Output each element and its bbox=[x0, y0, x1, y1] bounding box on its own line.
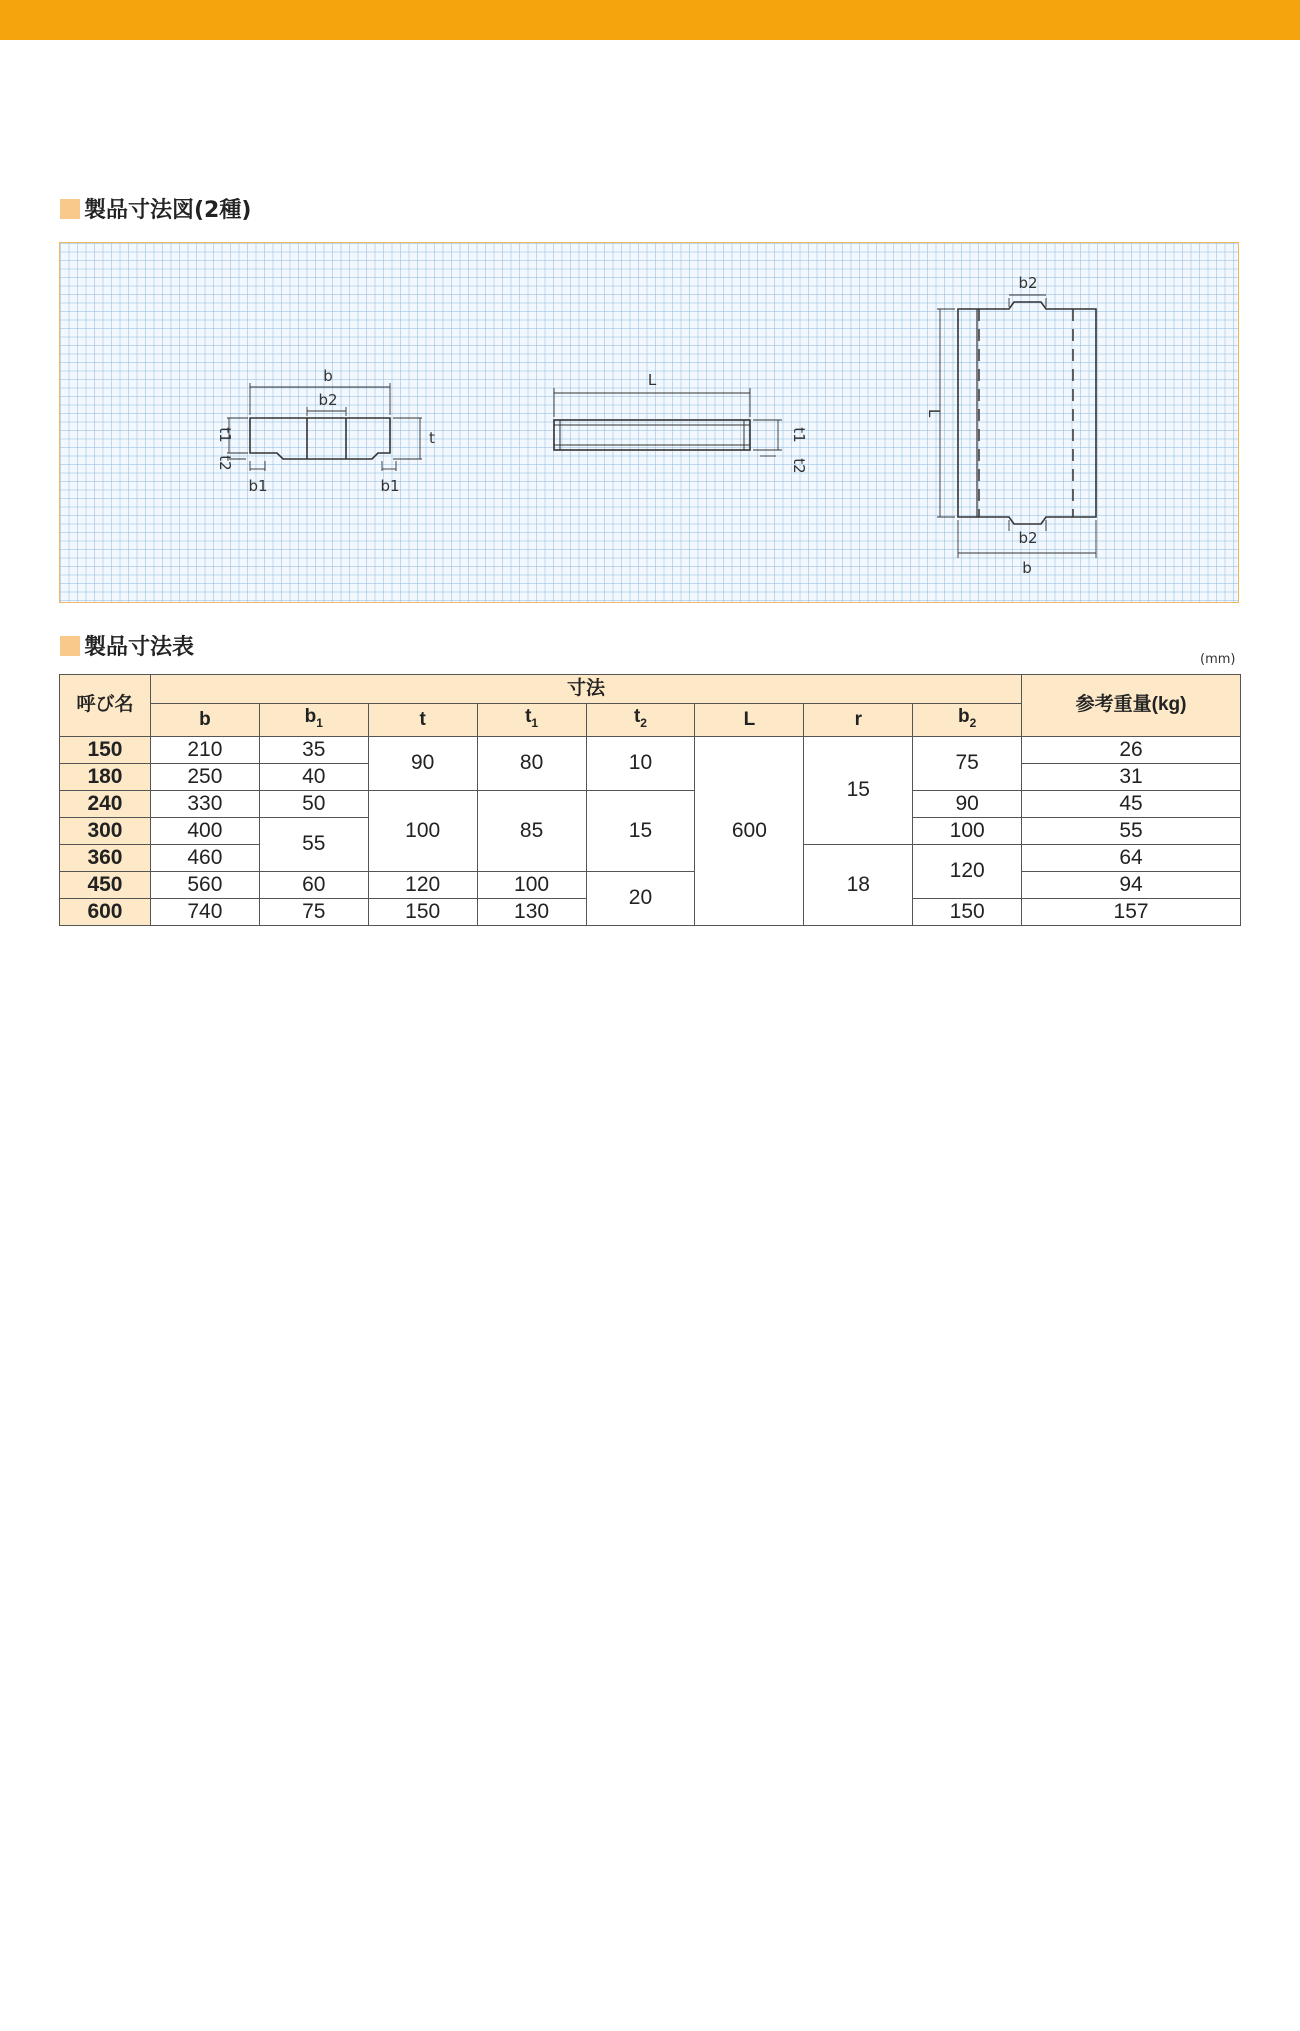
plan-view-labels bbox=[925, 274, 1038, 577]
cell-t: 100 bbox=[368, 790, 477, 871]
header-nominal: 呼び名 bbox=[60, 675, 151, 737]
cell-b1: 75 bbox=[259, 898, 368, 925]
label-b2-top: b2 bbox=[1018, 274, 1038, 292]
cell-b2: 100 bbox=[913, 817, 1022, 844]
cell-nominal: 180 bbox=[60, 763, 151, 790]
header-dims: 寸法 bbox=[150, 675, 1021, 704]
side-view-labels bbox=[648, 371, 808, 474]
drawing-section-title bbox=[60, 193, 251, 224]
cell-weight: 64 bbox=[1022, 844, 1241, 871]
dimension-table bbox=[59, 674, 1241, 926]
side-view bbox=[554, 388, 782, 456]
cell-weight: 94 bbox=[1022, 871, 1241, 898]
cell-weight: 55 bbox=[1022, 817, 1241, 844]
header-t2: $t_2$ bbox=[586, 704, 695, 737]
cell-b: 560 bbox=[150, 871, 259, 898]
header-r: r bbox=[804, 704, 913, 737]
cell-t1: 80 bbox=[477, 736, 586, 790]
cell-b1: 55 bbox=[259, 817, 368, 871]
drawing-section-title-text: 製品寸法図(2種) bbox=[84, 198, 252, 223]
cell-b2: 75 bbox=[913, 736, 1022, 790]
cell-t: 120 bbox=[368, 871, 477, 898]
section-marker-icon bbox=[60, 199, 80, 219]
cell-nominal: 240 bbox=[60, 790, 151, 817]
cell-b1: 35 bbox=[259, 736, 368, 763]
cell-b: 250 bbox=[150, 763, 259, 790]
cell-r: 18 bbox=[804, 844, 913, 925]
header-t: t bbox=[368, 704, 477, 737]
table-section-title-text: 製品寸法表 bbox=[84, 635, 195, 660]
cell-t1: 85 bbox=[477, 790, 586, 871]
table-section-title bbox=[60, 630, 194, 661]
section-marker-icon bbox=[60, 636, 80, 656]
cell-b2: 90 bbox=[913, 790, 1022, 817]
header-t1: $t_1$ bbox=[477, 704, 586, 737]
label-t2-1: t2 bbox=[216, 455, 234, 471]
table-row bbox=[60, 736, 1241, 763]
cell-r: 15 bbox=[804, 736, 913, 844]
cell-t1: 130 bbox=[477, 898, 586, 925]
cell-b: 400 bbox=[150, 817, 259, 844]
top-accent-bar bbox=[0, 0, 1300, 40]
header-b: b bbox=[150, 704, 259, 737]
label-L-1: L bbox=[647, 371, 657, 389]
cell-t2: 15 bbox=[586, 790, 695, 871]
cell-nominal: 300 bbox=[60, 817, 151, 844]
table-row bbox=[60, 790, 1241, 817]
cell-b1: 60 bbox=[259, 871, 368, 898]
unit-label: (mm) bbox=[1200, 652, 1236, 667]
cell-weight: 45 bbox=[1022, 790, 1241, 817]
label-b-2: b bbox=[1022, 559, 1032, 577]
header-weight: 参考重量(kg) bbox=[1022, 675, 1241, 737]
cell-nominal: 450 bbox=[60, 871, 151, 898]
label-t2-2: t2 bbox=[790, 458, 808, 474]
dimension-drawing bbox=[59, 242, 1239, 603]
cell-weight: 31 bbox=[1022, 763, 1241, 790]
cell-weight: 157 bbox=[1022, 898, 1241, 925]
cell-b: 330 bbox=[150, 790, 259, 817]
label-t1-2: t1 bbox=[790, 427, 808, 443]
label-t: t bbox=[429, 429, 435, 447]
cell-b2: 150 bbox=[913, 898, 1022, 925]
cell-nominal: 360 bbox=[60, 844, 151, 871]
header-b1: $b_1$ bbox=[259, 704, 368, 737]
cell-t2: 10 bbox=[586, 736, 695, 790]
label-b2-1: b2 bbox=[318, 391, 338, 409]
table-row bbox=[60, 871, 1241, 898]
cell-b: 210 bbox=[150, 736, 259, 763]
plan-view bbox=[937, 295, 1096, 558]
label-b1-right: b1 bbox=[380, 477, 400, 495]
cell-t: 90 bbox=[368, 736, 477, 790]
header-L: L bbox=[695, 704, 804, 737]
cell-t: 150 bbox=[368, 898, 477, 925]
cell-t2: 20 bbox=[586, 871, 695, 925]
cross-section-labels bbox=[216, 367, 435, 495]
header-b2: $b_2$ bbox=[913, 704, 1022, 737]
label-b2-bottom: b2 bbox=[1018, 529, 1038, 547]
cell-b2: 120 bbox=[913, 844, 1022, 898]
cell-b1: 40 bbox=[259, 763, 368, 790]
cell-b: 460 bbox=[150, 844, 259, 871]
cell-t1: 100 bbox=[477, 871, 586, 898]
label-t1-1: t1 bbox=[216, 427, 234, 443]
dimension-drawing-svg bbox=[60, 243, 1240, 604]
cell-nominal: 150 bbox=[60, 736, 151, 763]
label-b1-left: b1 bbox=[248, 477, 268, 495]
cell-L: 600 bbox=[695, 736, 804, 925]
cell-b1: 50 bbox=[259, 790, 368, 817]
cell-weight: 26 bbox=[1022, 736, 1241, 763]
label-b-1: b bbox=[323, 367, 333, 385]
cell-nominal: 600 bbox=[60, 898, 151, 925]
cell-b: 740 bbox=[150, 898, 259, 925]
label-L-2: L bbox=[925, 408, 943, 418]
